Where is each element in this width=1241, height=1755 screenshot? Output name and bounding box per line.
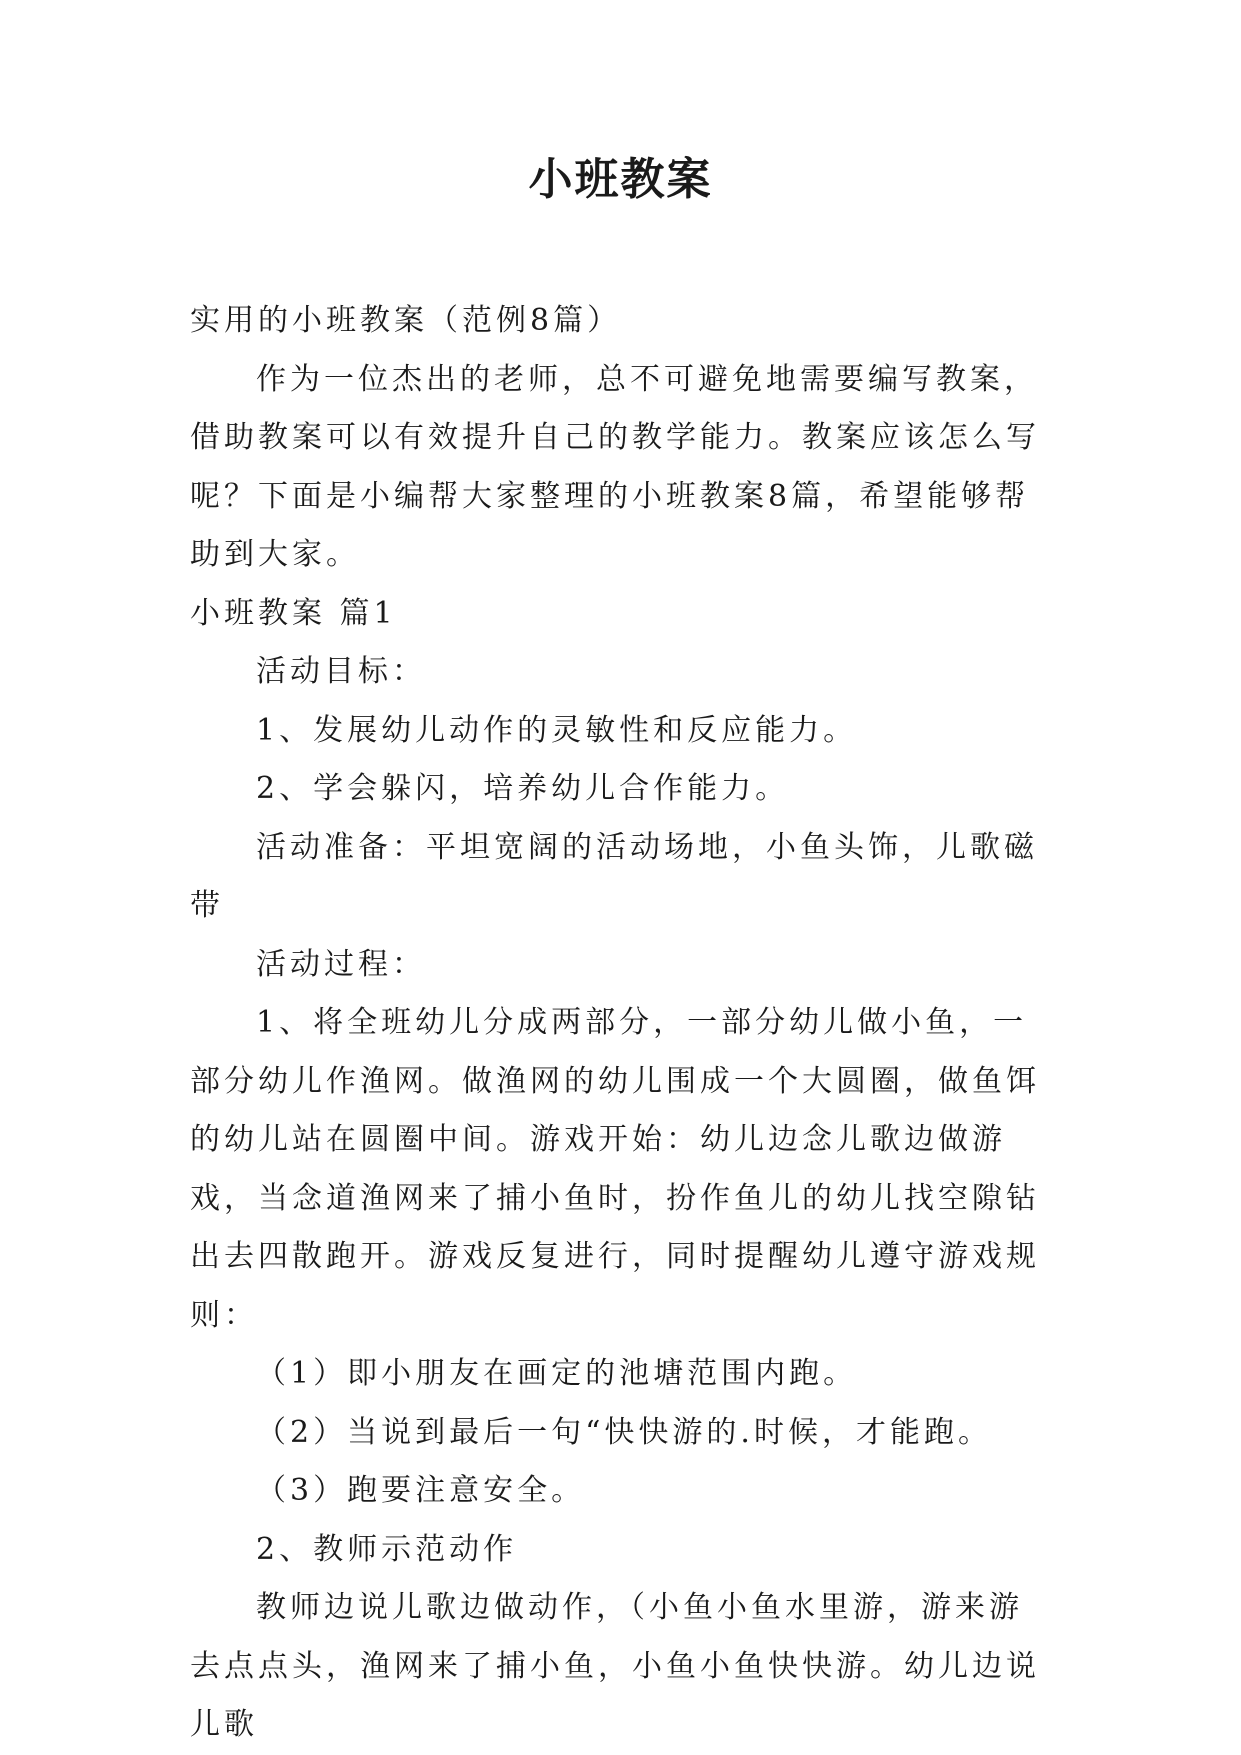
document-body xyxy=(190,292,1050,1755)
paragraph: 活动准备：平坦宽阔的活动场地，小鱼头饰，儿歌磁带 xyxy=(190,829,1038,923)
paragraph: 2、学会躲闪，培养幼儿合作能力。 xyxy=(256,771,790,806)
document-title: 小班教案 xyxy=(528,154,713,205)
paragraph: 2、教师示范动作 xyxy=(256,1531,518,1567)
paragraph: （2）当说到最后一句“快快游的.时候，才能跑。 xyxy=(256,1414,992,1450)
paragraph: （3）跑要注意安全。 xyxy=(256,1473,586,1508)
paragraph: 1、将全班幼儿分成两部分，一部分幼儿做小鱼，一部分幼儿作渔网。做渔网的幼儿围成一个大圆圈，做鱼饵的幼儿站在圆圈中间。游戏开始：幼儿边念儿歌边做游戏，当念道渔网来了捕小鱼时，扮作鱼儿的幼儿找空隙钻出去四散跑开。游戏反复进行，同时提醒幼儿遵守游戏规则： xyxy=(190,1005,1040,1333)
paragraph: 作为一位杰出的老师，总不可避免地需要编写教案，借助教案可以有效提升自己的教学能力。教案应该怎么写呢？下面是小编帮大家整理的小班教案8篇，希望能够帮助到大家。 xyxy=(190,361,1040,572)
paragraph: （1）即小朋友在画定的池塘范围内跑。 xyxy=(256,1356,858,1391)
paragraph: 活动目标： xyxy=(256,654,426,689)
paragraph: 教师边说儿歌边做动作，（小鱼小鱼水里游，游来游去点点头，渔网来了捕小鱼，小鱼小鱼快快游。幼儿边说儿歌 xyxy=(190,1590,1040,1742)
paragraph: 活动过程： xyxy=(256,946,426,982)
paragraph: 实用的小班教案（范例8篇） xyxy=(190,303,622,338)
paragraph: 1、发展幼儿动作的灵敏性和反应能力。 xyxy=(256,712,858,748)
paragraph: 小班教案 篇1 xyxy=(190,595,397,631)
